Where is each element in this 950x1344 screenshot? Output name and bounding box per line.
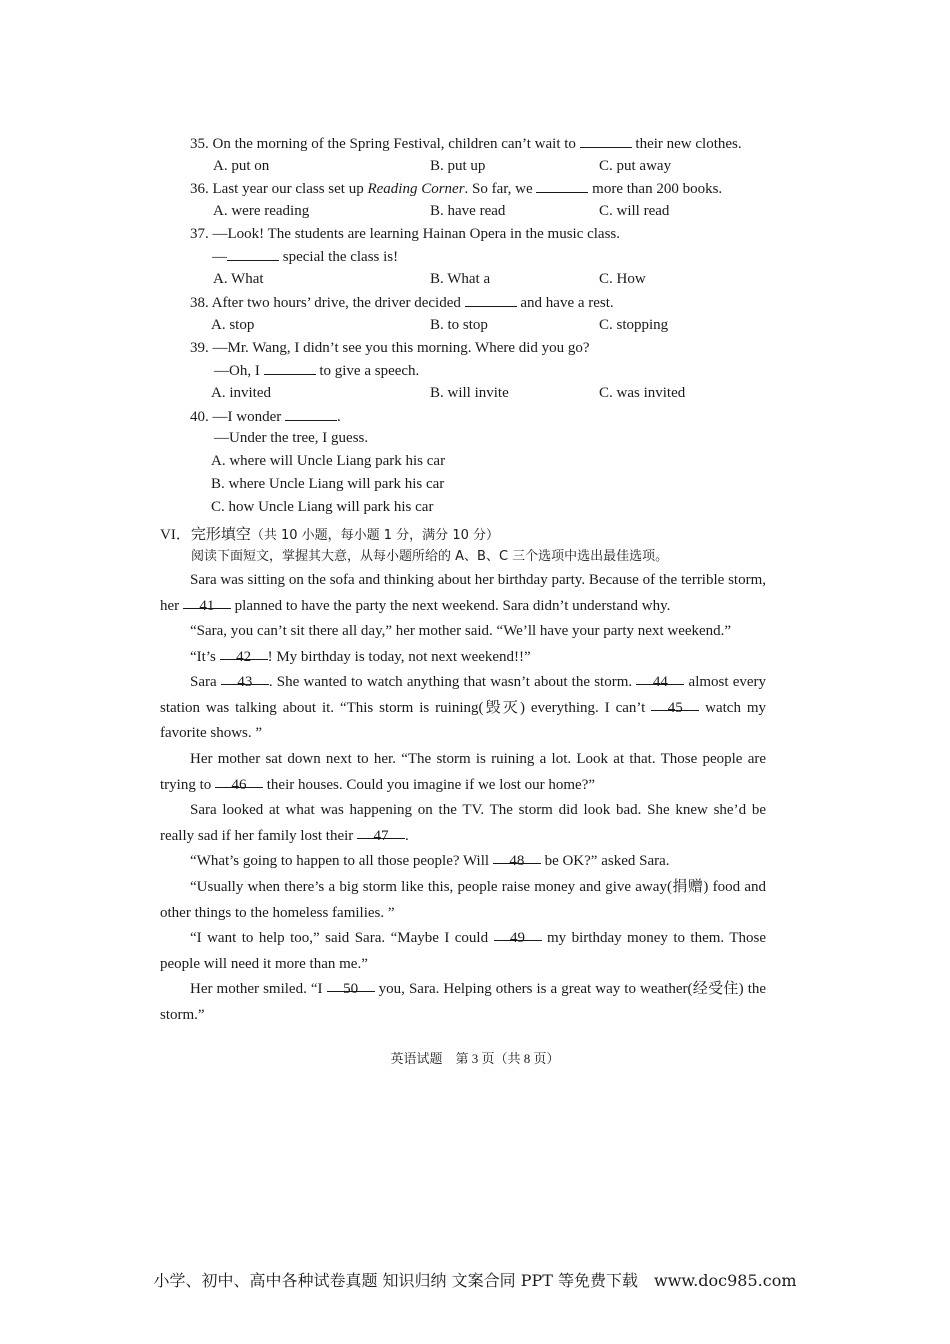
section-note: （共 10 小题，每小题 1 分，满分 10 分） — [250, 528, 499, 543]
answer-blank — [580, 133, 632, 148]
text: planned to have the party the next weekend. Sara didn’t understand why. — [234, 597, 671, 614]
option-a: A. invited — [211, 385, 271, 401]
option-a: A. were reading — [213, 203, 310, 219]
text: Sara looked at what was happening on the TV. The storm did look bad. She knew she’d be really sad if her family lost their — [160, 802, 766, 844]
option-c: C. was invited — [599, 385, 686, 401]
option-b: B. will invite — [430, 385, 509, 401]
passage-paragraph-9 — [160, 926, 766, 977]
question-40 — [190, 406, 341, 427]
answer-blank — [536, 178, 588, 193]
text: . She wanted to watch anything that wasn’t about the storm. — [268, 674, 633, 690]
option-b: B. to stop — [430, 317, 488, 333]
section-number: VI． — [160, 527, 191, 543]
text: watch my favorite shows. ” — [160, 699, 767, 742]
answer-blank — [285, 406, 337, 421]
blank-42: 42 — [220, 645, 268, 660]
question-37-reply — [212, 246, 398, 267]
blank-43: 43 — [221, 670, 269, 685]
passage-paragraph-6 — [160, 798, 766, 849]
option-c: C. put away — [599, 158, 672, 174]
blank-48: 48 — [493, 849, 541, 864]
passage-paragraph-10 — [160, 977, 766, 1028]
page-footer: 英语试题 第 3 页（共 8 页） — [390, 1051, 560, 1066]
answer-blank — [227, 246, 279, 261]
text: “What’s going to happen to all those people? Will — [190, 853, 490, 869]
passage-paragraph-1 — [160, 568, 766, 619]
blank-44: 44 — [636, 670, 684, 685]
blank-50: 50 — [327, 977, 375, 992]
text: Her mother sat down next to her. “The storm is ruining a lot. Look at that. Those people are trying to — [160, 751, 766, 793]
option-a: A. put on — [213, 158, 270, 174]
question-37-reply-end: special the class is! — [282, 249, 399, 265]
text: be OK?” asked Sara. — [544, 853, 670, 869]
text: Sara was sitting on the sofa and thinking about her birthday party. Because of the terrible storm, her — [160, 572, 766, 614]
text: Sara — [190, 674, 217, 690]
answer-blank — [465, 292, 517, 307]
passage-paragraph-3 — [160, 645, 766, 671]
blank-47: 47 — [357, 824, 405, 839]
passage-paragraph-8 — [160, 875, 766, 926]
text: “I want to help too,” said Sara. “Maybe I could — [190, 930, 489, 946]
question-36-stem-end: more than 200 books. — [592, 181, 723, 197]
text: “Usually when there’s a big storm like this, people raise money and give away(捐赠) food and other things to the homeless families. ” — [160, 879, 766, 921]
option-a: A. where will Uncle Liang park his car — [211, 453, 446, 469]
instruction-text: 阅读下面短文，掌握其大意，从每小题所给的 A、B、C 三个选项中选出最佳选项。 — [191, 549, 669, 564]
text: their houses. Could you imagine if we lost our home?” — [266, 776, 596, 793]
option-c: C. How — [599, 271, 646, 287]
text: “Sara, you can’t sit there all day,” her mother said. “We’ll have your party next weekend.” — [190, 623, 732, 639]
passage-paragraph-7 — [160, 849, 766, 875]
question-38 — [190, 292, 614, 313]
section-heading — [160, 524, 499, 546]
question-36-stem-mid: . So far, we — [464, 181, 533, 197]
section-title: 完形填空 — [190, 525, 251, 543]
site-banner: 小学、初中、高中各种试卷真题 知识归纳 文案合同 PPT 等免费下载 www.doc985.com — [153, 1271, 797, 1290]
question-38-stem: 38. After two hours’ drive, the driver decided — [190, 295, 461, 311]
question-35 — [190, 133, 742, 154]
option-b: B. where Uncle Liang will park his car — [211, 476, 445, 492]
question-39: 39. —Mr. Wang, I didn’t see you this morning. Where did you go? — [190, 340, 590, 356]
question-36-stem: 36. Last year our class set up — [190, 181, 364, 197]
question-36 — [190, 178, 722, 199]
text: ! My birthday is today, not next weekend!!” — [267, 649, 531, 665]
passage-paragraph-2 — [160, 619, 766, 645]
option-c: C. how Uncle Liang will park his car — [211, 499, 434, 515]
blank-49: 49 — [494, 926, 542, 941]
option-a: A. stop — [211, 317, 255, 333]
option-b: B. What a — [430, 271, 491, 287]
text: almost every station was talking about it. “This storm is ruining(毁灭) everything. I can’t — [160, 674, 767, 716]
option-b: B. put up — [430, 158, 486, 174]
blank-46: 46 — [215, 773, 263, 788]
text: my birthday money to them. Those people will need it more than me.” — [160, 930, 767, 972]
question-40-reply: —Under the tree, I guess. — [214, 430, 369, 446]
option-a: A. What — [213, 271, 264, 287]
question-39-reply-start: —Oh, I — [214, 363, 260, 379]
question-38-stem-end: and have a rest. — [520, 295, 614, 311]
text: you, Sara. Helping others is a great way to weather(经受住) the storm.” — [160, 981, 767, 1023]
question-40-stem: 40. —I wonder — [190, 409, 282, 425]
text: “It’s — [190, 649, 216, 665]
question-35-stem: 35. On the morning of the Spring Festival, children can’t wait to — [190, 136, 576, 152]
option-b: B. have read — [430, 203, 506, 219]
question-39-reply-end: to give a speech. — [319, 363, 420, 379]
question-37: 37. —Look! The students are learning Hainan Opera in the music class. — [190, 226, 621, 242]
reading-corner-title: Reading Corner — [367, 181, 465, 197]
section-instruction — [191, 546, 668, 567]
blank-45: 45 — [651, 696, 699, 711]
passage-paragraph-5 — [160, 747, 766, 798]
text: . — [405, 827, 409, 844]
blank-41: 41 — [183, 594, 231, 609]
question-35-stem-end: their new clothes. — [635, 136, 742, 152]
answer-blank — [264, 360, 316, 375]
text: Her mother smiled. “I — [190, 981, 323, 997]
option-c: C. will read — [599, 203, 670, 219]
question-40-stem-end: . — [336, 409, 341, 425]
question-39-reply — [214, 360, 419, 381]
dash: — — [212, 249, 227, 265]
passage-paragraph-4 — [160, 670, 766, 747]
option-c: C. stopping — [599, 317, 669, 333]
